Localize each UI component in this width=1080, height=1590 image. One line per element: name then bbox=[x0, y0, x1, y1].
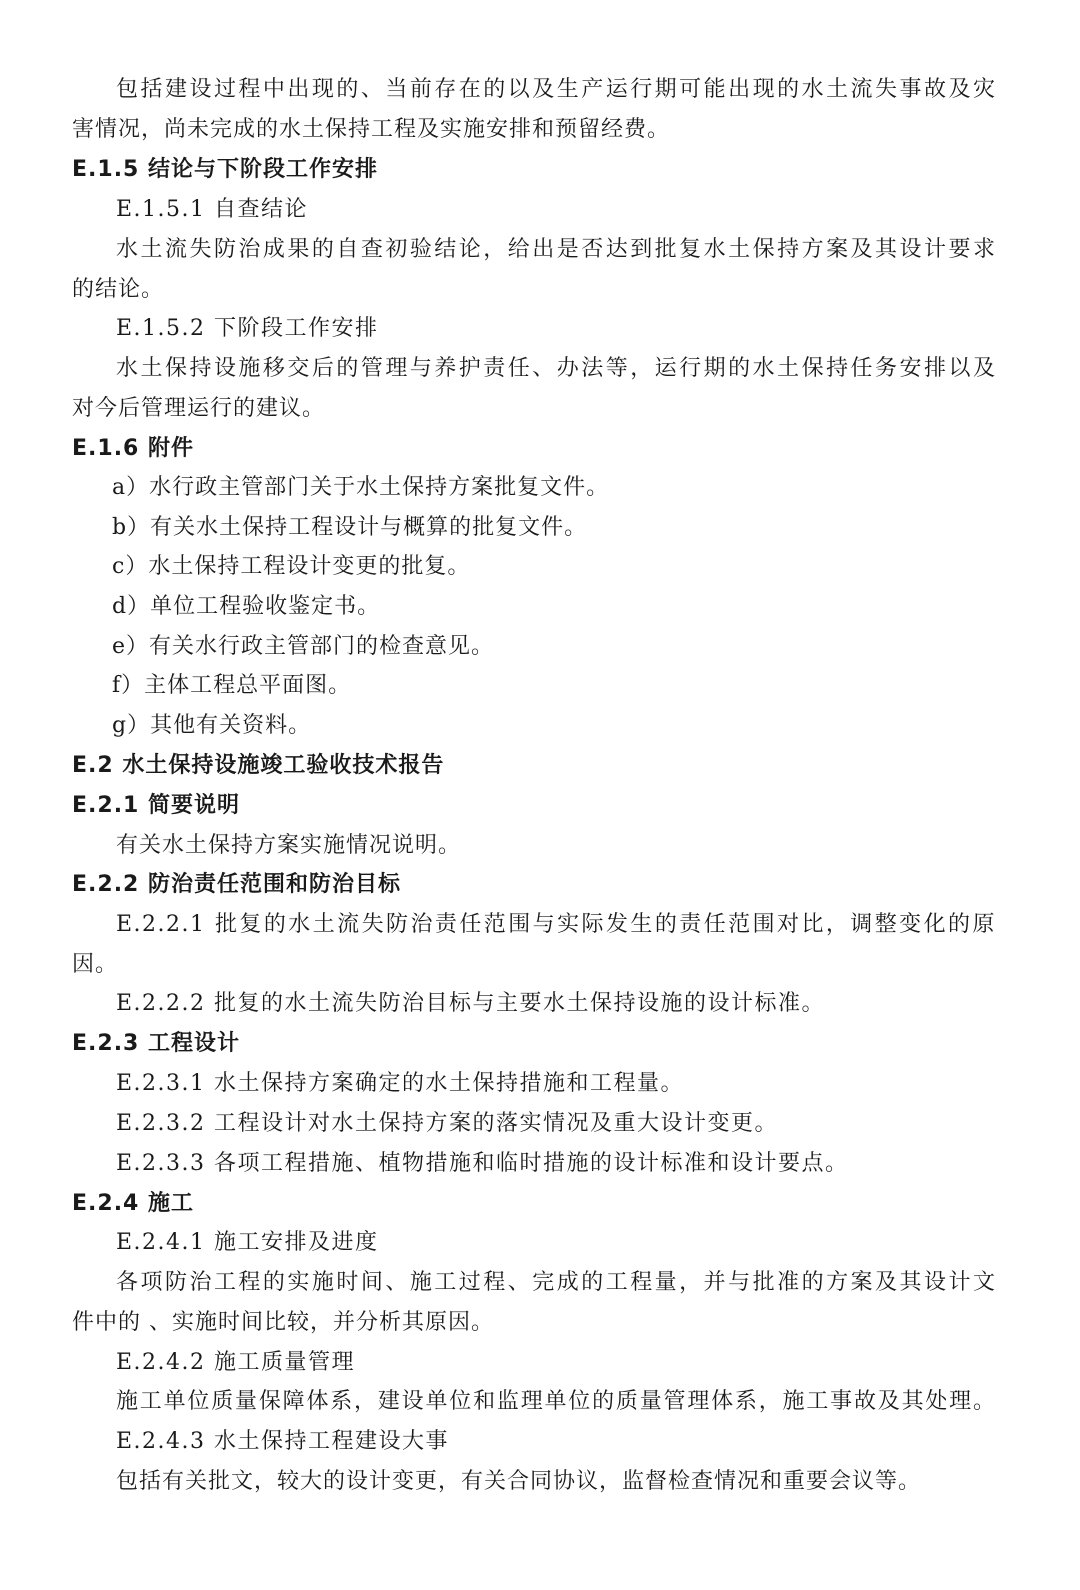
list-item: a）水行政主管部门关于水土保持方案批复文件。 bbox=[112, 475, 610, 500]
section-heading: E.2.3 工程设计 bbox=[72, 1031, 241, 1056]
paragraph-line: 包括有关批文，较大的设计变更，有关合同协议，监督检查情况和重要会议等。 bbox=[116, 1469, 922, 1494]
list-item: f）主体工程总平面图。 bbox=[112, 673, 352, 698]
paragraph-line: 施工单位质量保障体系，建设单位和监理单位的质量管理体系，施工事故及其处理。 bbox=[116, 1389, 996, 1414]
paragraph-line: 件中的 、实施时间比较，并分析其原因。 bbox=[72, 1310, 494, 1335]
section-heading: E.2.4 施工 bbox=[72, 1191, 195, 1216]
subsection-title: E.2.4.2 施工质量管理 bbox=[116, 1350, 356, 1375]
paragraph-line: 水土保持设施移交后的管理与养护责任、办法等，运行期的水土保持任务安排以及 bbox=[116, 356, 996, 381]
paragraph-line: E.2.3.2 工程设计对水土保持方案的落实情况及重大设计变更。 bbox=[116, 1111, 779, 1136]
paragraph-line: E.2.3.3 各项工程措施、植物措施和临时措施的设计标准和设计要点。 bbox=[116, 1151, 849, 1176]
paragraph-line: 对今后管理运行的建议。 bbox=[72, 396, 326, 421]
paragraph-line: 有关水土保持方案实施情况说明。 bbox=[116, 833, 462, 858]
paragraph-line: E.2.2.2 批复的水土流失防治目标与主要水土保持设施的设计标准。 bbox=[116, 991, 826, 1016]
list-item: b）有关水土保持工程设计与概算的批复文件。 bbox=[112, 515, 588, 540]
subsection-title: E.2.4.1 施工安排及进度 bbox=[116, 1230, 379, 1255]
paragraph-line: E.2.2.1 批复的水土流失防治责任范围与实际发生的责任范围对比，调整变化的原 bbox=[116, 912, 996, 937]
subsection-title: E.1.5.2 下阶段工作安排 bbox=[116, 316, 379, 341]
section-heading: E.2.2 防治责任范围和防治目标 bbox=[72, 872, 402, 897]
section-heading: E.2 水土保持设施竣工验收技术报告 bbox=[72, 753, 445, 778]
paragraph-line: 因。 bbox=[72, 952, 119, 977]
list-item: d）单位工程验收鉴定书。 bbox=[112, 594, 381, 619]
subsection-title: E.1.5.1 自查结论 bbox=[116, 197, 309, 222]
section-heading: E.2.1 简要说明 bbox=[72, 793, 241, 818]
list-item: c）水土保持工程设计变更的批复。 bbox=[112, 554, 471, 579]
subsection-title: E.2.4.3 水土保持工程建设大事 bbox=[116, 1429, 450, 1454]
list-item: e）有关水行政主管部门的检查意见。 bbox=[112, 634, 495, 659]
paragraph-line: 害情况，尚未完成的水土保持工程及实施安排和预留经费。 bbox=[72, 117, 671, 142]
paragraph-line: 水土流失防治成果的自查初验结论，给出是否达到批复水土保持方案及其设计要求 bbox=[116, 237, 996, 262]
section-heading: E.1.5 结论与下阶段工作安排 bbox=[72, 157, 379, 182]
paragraph-line: E.2.3.1 水土保持方案确定的水土保持措施和工程量。 bbox=[116, 1071, 685, 1096]
paragraph-line: 包括建设过程中出现的、当前存在的以及生产运行期可能出现的水土流失事故及灾 bbox=[116, 77, 996, 102]
paragraph-line: 的结论。 bbox=[72, 277, 165, 302]
section-heading: E.1.6 附件 bbox=[72, 436, 195, 461]
list-item: g）其他有关资料。 bbox=[112, 713, 312, 738]
paragraph-line: 各项防治工程的实施时间、施工过程、完成的工程量，并与批准的方案及其设计文 bbox=[116, 1270, 996, 1295]
